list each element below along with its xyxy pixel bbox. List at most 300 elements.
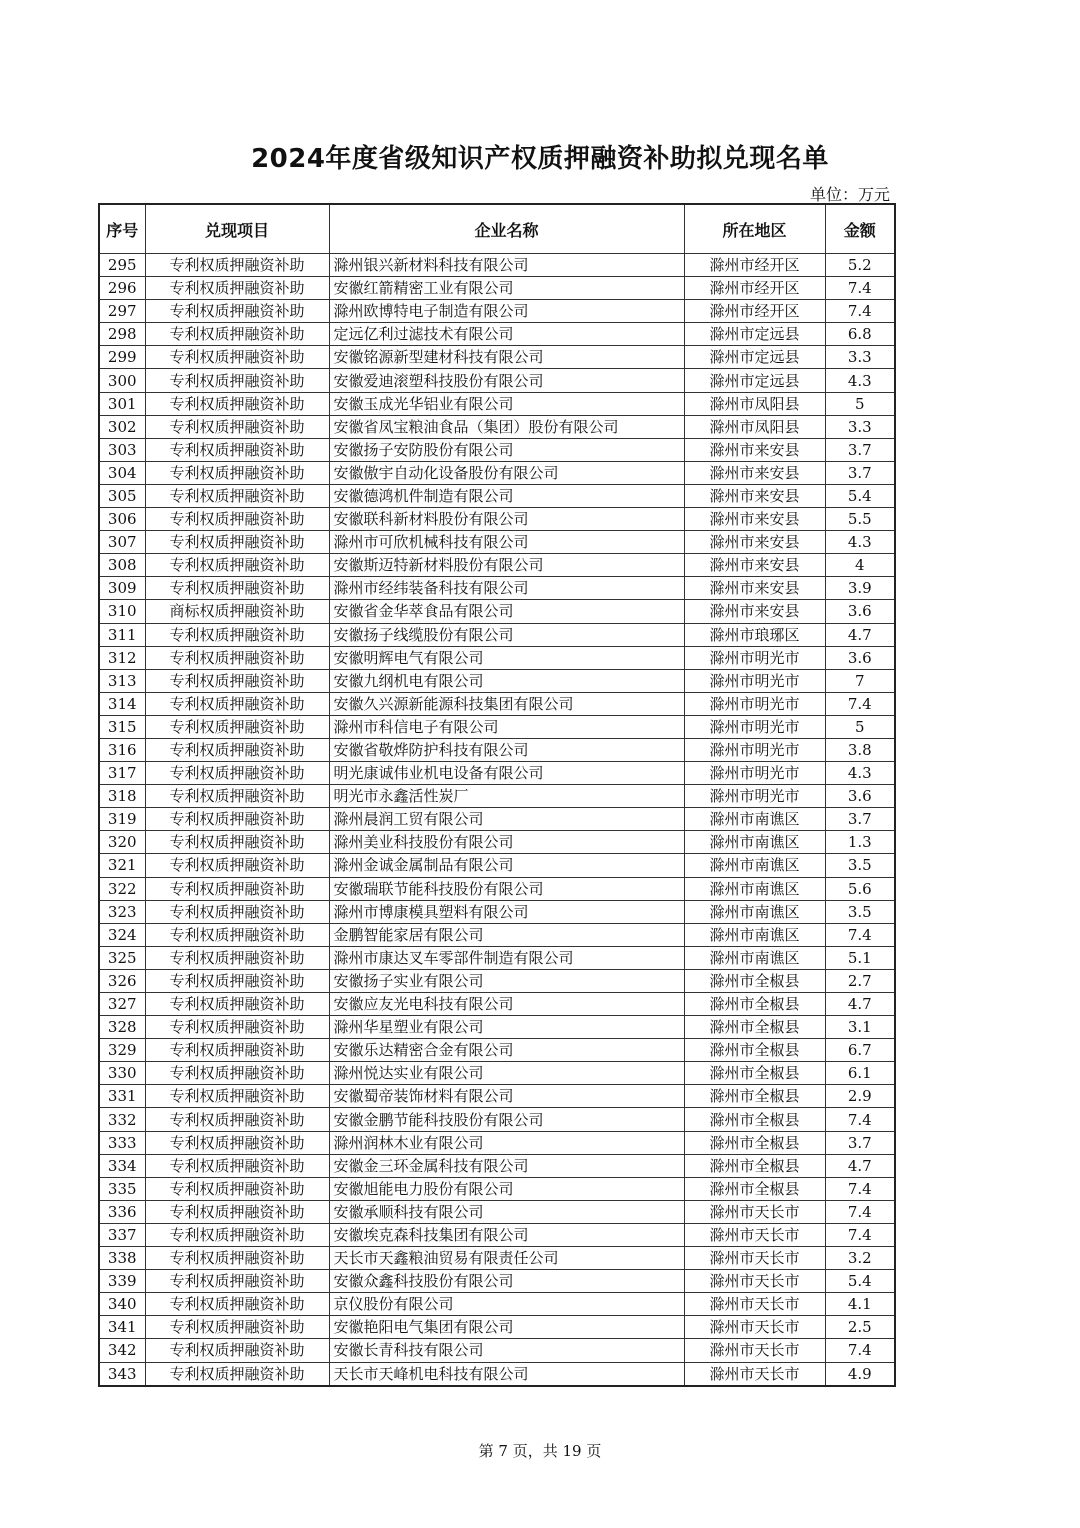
cell-no: 310 (99, 600, 145, 623)
cell-amount: 7 (825, 669, 895, 692)
cell-amount: 7.4 (825, 277, 895, 300)
cell-company: 安徽斯迈特新材料股份有限公司 (329, 554, 684, 577)
table-row (99, 577, 895, 600)
cell-amount: 5.2 (825, 254, 895, 277)
table-row (99, 762, 895, 785)
cell-amount: 5 (825, 392, 895, 415)
subsidy-table (98, 203, 896, 1387)
cell-project: 专利权质押融资补助 (145, 277, 329, 300)
cell-company: 安徽瑞联节能科技股份有限公司 (329, 877, 684, 900)
cell-amount: 4.9 (825, 1362, 895, 1386)
cell-no: 329 (99, 1039, 145, 1062)
cell-region: 滁州市明光市 (684, 669, 825, 692)
header-no: 序号 (99, 204, 145, 254)
cell-project: 专利权质押融资补助 (145, 854, 329, 877)
cell-no: 333 (99, 1131, 145, 1154)
cell-region: 滁州市全椒县 (684, 1131, 825, 1154)
cell-company: 安徽联科新材料股份有限公司 (329, 508, 684, 531)
table-row (99, 623, 895, 646)
cell-amount: 3.7 (825, 808, 895, 831)
cell-project: 专利权质押融资补助 (145, 623, 329, 646)
cell-region: 滁州市南谯区 (684, 854, 825, 877)
cell-project: 专利权质押融资补助 (145, 1293, 329, 1316)
cell-amount: 7.4 (825, 300, 895, 323)
table-row (99, 415, 895, 438)
cell-company: 滁州晨润工贸有限公司 (329, 808, 684, 831)
cell-no: 317 (99, 762, 145, 785)
cell-company: 安徽旭能电力股份有限公司 (329, 1177, 684, 1200)
cell-no: 296 (99, 277, 145, 300)
cell-no: 312 (99, 646, 145, 669)
table-row (99, 1085, 895, 1108)
cell-amount: 3.7 (825, 1131, 895, 1154)
cell-project: 专利权质押融资补助 (145, 1339, 329, 1362)
table-row (99, 808, 895, 831)
cell-amount: 3.6 (825, 646, 895, 669)
cell-amount: 3.5 (825, 900, 895, 923)
table-row (99, 946, 895, 969)
table-row (99, 346, 895, 369)
table-row (99, 600, 895, 623)
cell-region: 滁州市明光市 (684, 738, 825, 761)
cell-region: 滁州市明光市 (684, 646, 825, 669)
cell-project: 专利权质押融资补助 (145, 254, 329, 277)
cell-no: 307 (99, 531, 145, 554)
table-row (99, 877, 895, 900)
cell-no: 297 (99, 300, 145, 323)
cell-region: 滁州市经开区 (684, 300, 825, 323)
cell-no: 302 (99, 415, 145, 438)
table-body (99, 254, 895, 1386)
cell-project: 专利权质押融资补助 (145, 762, 329, 785)
cell-project: 专利权质押融资补助 (145, 831, 329, 854)
cell-amount: 6.7 (825, 1039, 895, 1062)
table-row (99, 1016, 895, 1039)
cell-project: 商标权质押融资补助 (145, 600, 329, 623)
cell-region: 滁州市南谯区 (684, 900, 825, 923)
cell-company: 安徽蜀帝装饰材料有限公司 (329, 1085, 684, 1108)
cell-no: 319 (99, 808, 145, 831)
cell-region: 滁州市来安县 (684, 508, 825, 531)
cell-amount: 4.7 (825, 623, 895, 646)
cell-amount: 3.3 (825, 415, 895, 438)
cell-company: 滁州市博康模具塑料有限公司 (329, 900, 684, 923)
cell-no: 322 (99, 877, 145, 900)
cell-region: 滁州市明光市 (684, 762, 825, 785)
cell-project: 专利权质押融资补助 (145, 900, 329, 923)
table-row (99, 715, 895, 738)
cell-no: 342 (99, 1339, 145, 1362)
cell-project: 专利权质押融资补助 (145, 1108, 329, 1131)
cell-company: 滁州悦达实业有限公司 (329, 1062, 684, 1085)
table-row (99, 1108, 895, 1131)
cell-amount: 4.1 (825, 1293, 895, 1316)
cell-amount: 4.7 (825, 1154, 895, 1177)
cell-company: 安徽玉成光华铝业有限公司 (329, 392, 684, 415)
cell-company: 安徽应友光电科技有限公司 (329, 993, 684, 1016)
cell-no: 305 (99, 484, 145, 507)
cell-company: 明光市永鑫活性炭厂 (329, 785, 684, 808)
cell-region: 滁州市来安县 (684, 577, 825, 600)
cell-company: 天长市天鑫粮油贸易有限责任公司 (329, 1247, 684, 1270)
cell-region: 滁州市来安县 (684, 461, 825, 484)
table-header-row (99, 204, 895, 254)
table-row (99, 854, 895, 877)
cell-region: 滁州市全椒县 (684, 1085, 825, 1108)
cell-project: 专利权质押融资补助 (145, 300, 329, 323)
header-region: 所在地区 (684, 204, 825, 254)
cell-project: 专利权质押融资补助 (145, 1223, 329, 1246)
cell-company: 安徽明辉电气有限公司 (329, 646, 684, 669)
cell-amount: 3.8 (825, 738, 895, 761)
cell-amount: 3.6 (825, 600, 895, 623)
table-row (99, 923, 895, 946)
cell-amount: 3.7 (825, 461, 895, 484)
table-row (99, 785, 895, 808)
cell-company: 安徽乐达精密合金有限公司 (329, 1039, 684, 1062)
cell-project: 专利权质押融资补助 (145, 692, 329, 715)
cell-amount: 3.3 (825, 346, 895, 369)
table-row (99, 531, 895, 554)
cell-region: 滁州市天长市 (684, 1293, 825, 1316)
cell-region: 滁州市天长市 (684, 1339, 825, 1362)
cell-region: 滁州市南谯区 (684, 831, 825, 854)
cell-project: 专利权质押融资补助 (145, 1200, 329, 1223)
table-row (99, 738, 895, 761)
cell-region: 滁州市经开区 (684, 254, 825, 277)
table-row (99, 300, 895, 323)
table-row (99, 1062, 895, 1085)
header-project: 兑现项目 (145, 204, 329, 254)
cell-amount: 7.4 (825, 923, 895, 946)
cell-region: 滁州市南谯区 (684, 946, 825, 969)
cell-amount: 5.6 (825, 877, 895, 900)
cell-no: 298 (99, 323, 145, 346)
cell-company: 安徽傲宇自动化设备股份有限公司 (329, 461, 684, 484)
cell-no: 335 (99, 1177, 145, 1200)
table-row (99, 1177, 895, 1200)
cell-project: 专利权质押融资补助 (145, 785, 329, 808)
cell-company: 滁州市经纬装备科技有限公司 (329, 577, 684, 600)
cell-amount: 3.1 (825, 1016, 895, 1039)
cell-region: 滁州市天长市 (684, 1223, 825, 1246)
cell-company: 安徽九纲机电有限公司 (329, 669, 684, 692)
cell-amount: 7.4 (825, 1223, 895, 1246)
cell-region: 滁州市南谯区 (684, 808, 825, 831)
cell-amount: 5.5 (825, 508, 895, 531)
cell-region: 滁州市经开区 (684, 277, 825, 300)
header-amount: 金额 (825, 204, 895, 254)
cell-amount: 3.5 (825, 854, 895, 877)
table-row (99, 1223, 895, 1246)
cell-region: 滁州市全椒县 (684, 969, 825, 992)
cell-no: 327 (99, 993, 145, 1016)
cell-project: 专利权质押融资补助 (145, 669, 329, 692)
table-row (99, 969, 895, 992)
cell-amount: 3.2 (825, 1247, 895, 1270)
cell-no: 331 (99, 1085, 145, 1108)
cell-no: 301 (99, 392, 145, 415)
cell-no: 311 (99, 623, 145, 646)
cell-company: 安徽铭源新型建材科技有限公司 (329, 346, 684, 369)
table-row (99, 461, 895, 484)
table-row (99, 1154, 895, 1177)
cell-region: 滁州市全椒县 (684, 993, 825, 1016)
cell-company: 安徽扬子安防股份有限公司 (329, 438, 684, 461)
cell-region: 滁州市天长市 (684, 1316, 825, 1339)
cell-region: 滁州市全椒县 (684, 1016, 825, 1039)
cell-company: 安徽承顺科技有限公司 (329, 1200, 684, 1223)
cell-no: 320 (99, 831, 145, 854)
cell-company: 安徽扬子实业有限公司 (329, 969, 684, 992)
cell-company: 滁州市科信电子有限公司 (329, 715, 684, 738)
cell-region: 滁州市全椒县 (684, 1108, 825, 1131)
cell-region: 滁州市定远县 (684, 346, 825, 369)
cell-project: 专利权质押融资补助 (145, 1270, 329, 1293)
header-company: 企业名称 (329, 204, 684, 254)
cell-project: 专利权质押融资补助 (145, 808, 329, 831)
cell-company: 滁州润林木业有限公司 (329, 1131, 684, 1154)
table-row (99, 1131, 895, 1154)
cell-amount: 2.7 (825, 969, 895, 992)
cell-region: 滁州市来安县 (684, 531, 825, 554)
cell-region: 滁州市琅琊区 (684, 623, 825, 646)
cell-no: 314 (99, 692, 145, 715)
cell-amount: 4.7 (825, 993, 895, 1016)
unit-label: 单位：万元 (809, 185, 890, 204)
cell-project: 专利权质押融资补助 (145, 1154, 329, 1177)
cell-region: 滁州市全椒县 (684, 1039, 825, 1062)
cell-no: 295 (99, 254, 145, 277)
table-row (99, 554, 895, 577)
cell-amount: 4.3 (825, 762, 895, 785)
cell-region: 滁州市全椒县 (684, 1177, 825, 1200)
table-row (99, 277, 895, 300)
cell-no: 309 (99, 577, 145, 600)
cell-no: 332 (99, 1108, 145, 1131)
cell-project: 专利权质押融资补助 (145, 508, 329, 531)
table-row (99, 369, 895, 392)
cell-amount: 3.9 (825, 577, 895, 600)
table-row (99, 1039, 895, 1062)
cell-company: 安徽爱迪滚塑科技股份有限公司 (329, 369, 684, 392)
cell-amount: 6.1 (825, 1062, 895, 1085)
cell-region: 滁州市全椒县 (684, 1062, 825, 1085)
cell-region: 滁州市来安县 (684, 600, 825, 623)
cell-region: 滁州市天长市 (684, 1362, 825, 1386)
cell-no: 308 (99, 554, 145, 577)
table-row (99, 993, 895, 1016)
cell-region: 滁州市南谯区 (684, 923, 825, 946)
cell-project: 专利权质押融资补助 (145, 1316, 329, 1339)
page-number: 第 7 页，共 19 页 (478, 1442, 602, 1460)
cell-amount: 5.1 (825, 946, 895, 969)
cell-region: 滁州市天长市 (684, 1247, 825, 1270)
cell-no: 299 (99, 346, 145, 369)
cell-company: 安徽金鹏节能科技股份有限公司 (329, 1108, 684, 1131)
cell-amount: 2.5 (825, 1316, 895, 1339)
cell-project: 专利权质押融资补助 (145, 438, 329, 461)
cell-company: 定远亿利过滤技术有限公司 (329, 323, 684, 346)
cell-project: 专利权质押融资补助 (145, 1247, 329, 1270)
cell-company: 滁州欧博特电子制造有限公司 (329, 300, 684, 323)
cell-amount: 7.4 (825, 1108, 895, 1131)
cell-no: 304 (99, 461, 145, 484)
cell-region: 滁州市南谯区 (684, 877, 825, 900)
table-row (99, 254, 895, 277)
cell-no: 315 (99, 715, 145, 738)
cell-no: 339 (99, 1270, 145, 1293)
cell-project: 专利权质押融资补助 (145, 969, 329, 992)
cell-amount: 5.4 (825, 484, 895, 507)
cell-project: 专利权质押融资补助 (145, 415, 329, 438)
cell-project: 专利权质押融资补助 (145, 554, 329, 577)
cell-project: 专利权质押融资补助 (145, 1177, 329, 1200)
cell-no: 316 (99, 738, 145, 761)
cell-company: 明光康诚伟业机电设备有限公司 (329, 762, 684, 785)
cell-amount: 7.4 (825, 1339, 895, 1362)
cell-project: 专利权质押融资补助 (145, 484, 329, 507)
cell-company: 安徽金三环金属科技有限公司 (329, 1154, 684, 1177)
cell-region: 滁州市来安县 (684, 438, 825, 461)
table-row (99, 1316, 895, 1339)
cell-amount: 4 (825, 554, 895, 577)
cell-no: 341 (99, 1316, 145, 1339)
cell-project: 专利权质押融资补助 (145, 1016, 329, 1039)
cell-region: 滁州市明光市 (684, 692, 825, 715)
cell-no: 300 (99, 369, 145, 392)
cell-amount: 4.3 (825, 531, 895, 554)
cell-project: 专利权质押融资补助 (145, 1039, 329, 1062)
cell-company: 安徽省敬烨防护科技有限公司 (329, 738, 684, 761)
cell-no: 325 (99, 946, 145, 969)
cell-region: 滁州市来安县 (684, 484, 825, 507)
cell-project: 专利权质押融资补助 (145, 715, 329, 738)
cell-project: 专利权质押融资补助 (145, 461, 329, 484)
table-row (99, 1270, 895, 1293)
cell-project: 专利权质押融资补助 (145, 1062, 329, 1085)
cell-no: 336 (99, 1200, 145, 1223)
cell-project: 专利权质押融资补助 (145, 369, 329, 392)
cell-no: 313 (99, 669, 145, 692)
cell-project: 专利权质押融资补助 (145, 323, 329, 346)
cell-project: 专利权质押融资补助 (145, 531, 329, 554)
cell-no: 303 (99, 438, 145, 461)
cell-company: 滁州市可欣机械科技有限公司 (329, 531, 684, 554)
cell-project: 专利权质押融资补助 (145, 946, 329, 969)
cell-company: 滁州市康达叉车零部件制造有限公司 (329, 946, 684, 969)
cell-project: 专利权质押融资补助 (145, 1085, 329, 1108)
table-row (99, 646, 895, 669)
cell-amount: 2.9 (825, 1085, 895, 1108)
cell-company: 滁州银兴新材料科技有限公司 (329, 254, 684, 277)
cell-company: 安徽众鑫科技股份有限公司 (329, 1270, 684, 1293)
cell-region: 滁州市天长市 (684, 1200, 825, 1223)
cell-region: 滁州市全椒县 (684, 1154, 825, 1177)
cell-amount: 5 (825, 715, 895, 738)
cell-company: 京仪股份有限公司 (329, 1293, 684, 1316)
cell-region: 滁州市明光市 (684, 785, 825, 808)
cell-company: 安徽长青科技有限公司 (329, 1339, 684, 1362)
table-row (99, 1339, 895, 1362)
cell-project: 专利权质押融资补助 (145, 392, 329, 415)
cell-no: 323 (99, 900, 145, 923)
cell-amount: 3.6 (825, 785, 895, 808)
cell-no: 321 (99, 854, 145, 877)
table-row (99, 484, 895, 507)
table-row (99, 669, 895, 692)
table-row (99, 900, 895, 923)
cell-project: 专利权质押融资补助 (145, 577, 329, 600)
cell-company: 安徽久兴源新能源科技集团有限公司 (329, 692, 684, 715)
cell-region: 滁州市凤阳县 (684, 415, 825, 438)
cell-company: 金鹏智能家居有限公司 (329, 923, 684, 946)
cell-company: 安徽省金华萃食品有限公司 (329, 600, 684, 623)
cell-region: 滁州市定远县 (684, 323, 825, 346)
cell-amount: 7.4 (825, 1200, 895, 1223)
cell-region: 滁州市天长市 (684, 1270, 825, 1293)
cell-no: 340 (99, 1293, 145, 1316)
cell-amount: 7.4 (825, 692, 895, 715)
cell-project: 专利权质押融资补助 (145, 1362, 329, 1386)
cell-company: 滁州美业科技股份有限公司 (329, 831, 684, 854)
table-row (99, 392, 895, 415)
cell-amount: 1.3 (825, 831, 895, 854)
cell-region: 滁州市定远县 (684, 369, 825, 392)
cell-no: 318 (99, 785, 145, 808)
table-row (99, 1200, 895, 1223)
cell-project: 专利权质押融资补助 (145, 646, 329, 669)
cell-no: 306 (99, 508, 145, 531)
document-title: 2024年度省级知识产权质押融资补助拟兑现名单 (251, 144, 829, 174)
table-row (99, 692, 895, 715)
cell-amount: 6.8 (825, 323, 895, 346)
table-row (99, 1247, 895, 1270)
table-row (99, 1362, 895, 1386)
cell-no: 338 (99, 1247, 145, 1270)
table-row (99, 323, 895, 346)
cell-no: 330 (99, 1062, 145, 1085)
cell-no: 334 (99, 1154, 145, 1177)
table-row (99, 1293, 895, 1316)
cell-no: 337 (99, 1223, 145, 1246)
cell-no: 328 (99, 1016, 145, 1039)
cell-company: 安徽扬子线缆股份有限公司 (329, 623, 684, 646)
cell-project: 专利权质押融资补助 (145, 877, 329, 900)
cell-company: 天长市天峰机电科技有限公司 (329, 1362, 684, 1386)
cell-amount: 4.3 (825, 369, 895, 392)
cell-no: 343 (99, 1362, 145, 1386)
cell-project: 专利权质押融资补助 (145, 993, 329, 1016)
cell-amount: 3.7 (825, 438, 895, 461)
cell-company: 安徽德鸿机件制造有限公司 (329, 484, 684, 507)
cell-region: 滁州市明光市 (684, 715, 825, 738)
cell-project: 专利权质押融资补助 (145, 346, 329, 369)
cell-region: 滁州市凤阳县 (684, 392, 825, 415)
table-row (99, 508, 895, 531)
cell-company: 安徽艳阳电气集团有限公司 (329, 1316, 684, 1339)
cell-company: 安徽红箭精密工业有限公司 (329, 277, 684, 300)
cell-company: 滁州华星塑业有限公司 (329, 1016, 684, 1039)
cell-company: 滁州金诚金属制品有限公司 (329, 854, 684, 877)
cell-project: 专利权质押融资补助 (145, 738, 329, 761)
table-row (99, 831, 895, 854)
cell-no: 326 (99, 969, 145, 992)
cell-company: 安徽埃克森科技集团有限公司 (329, 1223, 684, 1246)
cell-amount: 5.4 (825, 1270, 895, 1293)
cell-no: 324 (99, 923, 145, 946)
cell-project: 专利权质押融资补助 (145, 1131, 329, 1154)
